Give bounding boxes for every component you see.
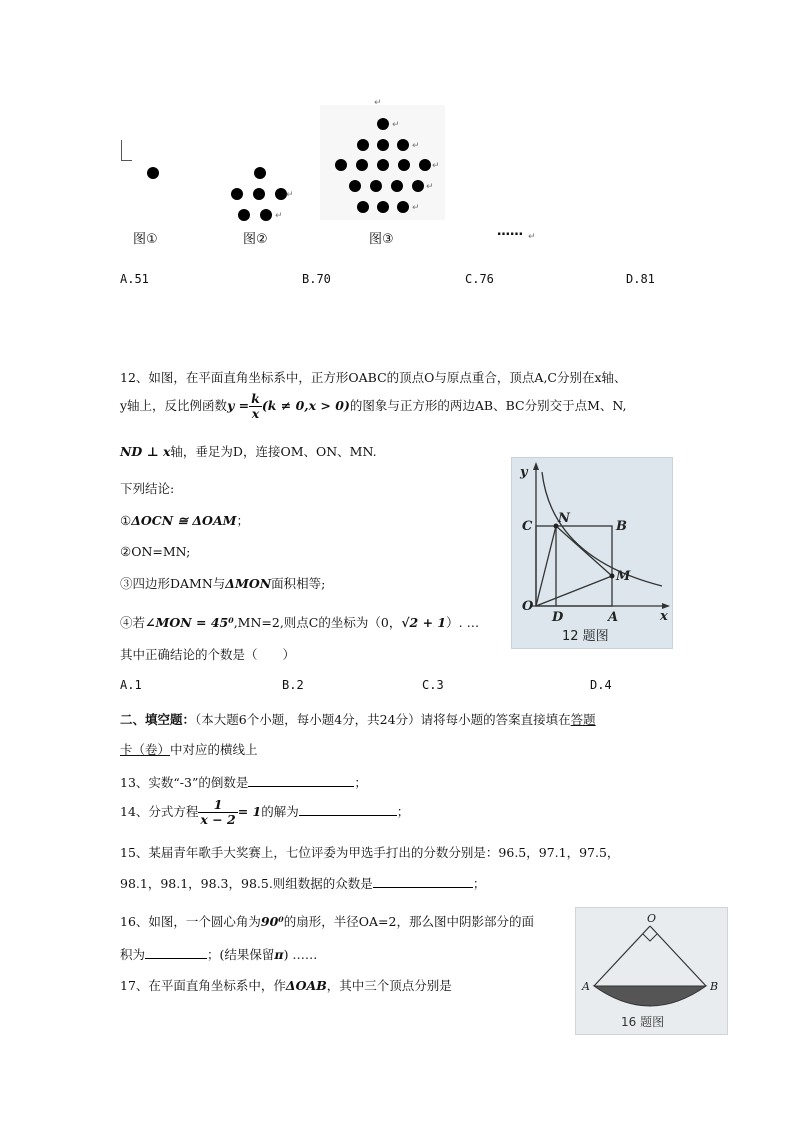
q14-answer-blank[interactable] xyxy=(299,803,397,816)
q12-line-2: y轴上，反比例函数y = $\frac{k}{x}$ (k ≠ 0,x > 0)的图象与正方形的两边AB、BC分别交于点M、N, xyxy=(120,391,627,421)
radius-oa xyxy=(594,926,650,986)
q16-answer-blank[interactable] xyxy=(145,946,207,959)
label-m: M xyxy=(616,569,631,584)
label-n: N xyxy=(558,511,570,526)
conclusion-1: ①ΔOCN ≅ ΔOAM； xyxy=(120,513,249,528)
q16-line-1: 16、如图，一个圆心角为90⁰的扇形，半径OA=2，那么图中阴影部分的面 xyxy=(120,914,534,929)
q12-figure xyxy=(511,457,673,649)
q17: 17、在平面直角坐标系中，作ΔOAB，其中三个顶点分别是 xyxy=(120,978,452,993)
q12-option-a: A.1 xyxy=(120,678,142,692)
q15-line-1: 15、某届青年歌手大奖赛上，七位评委为甲选手打出的分数分别是：96.5，97.1，97.5， xyxy=(120,845,620,860)
q11-option-c: C.76 xyxy=(465,272,494,286)
segment-on xyxy=(536,526,556,606)
figure-2-label: 图② xyxy=(243,232,268,247)
q16-figure-caption: 16 题图 xyxy=(621,1015,665,1029)
section-2-heading-cont: 卡（卷）中对应的横线上 xyxy=(120,742,258,757)
q11-option-b: B.70 xyxy=(302,272,331,286)
conclusion-2: ②ON=MN; xyxy=(120,544,191,559)
figure-1-label: 图① xyxy=(133,232,158,247)
conclusions-title: 下列结论: xyxy=(120,481,175,496)
figure-3-label: 图③ xyxy=(369,232,394,247)
figure-ellipsis: …… xyxy=(497,224,523,239)
segment-om xyxy=(536,576,612,606)
right-angle-mark xyxy=(643,934,657,941)
label-a: A xyxy=(608,610,619,625)
q15-answer-blank[interactable] xyxy=(373,875,473,888)
section-2-heading: 二、填空题：（本大题6个小题，每小题4分，共24分）请将每小题的答案直接填在答题 xyxy=(120,712,596,727)
q12-figure-caption: 12 题图 xyxy=(562,629,609,644)
q14: 14、分式方程 $\frac{1}{x - 2}$ = 1的解为 ； xyxy=(120,797,410,827)
q11-option-a: A.51 xyxy=(120,272,149,286)
q12-option-b: B.2 xyxy=(282,678,304,692)
label-o: O xyxy=(647,912,657,925)
q12-question: 其中正确结论的个数是（ ） xyxy=(120,647,296,662)
label-o: O xyxy=(522,599,534,614)
q12-option-d: D.4 xyxy=(590,678,612,692)
q16-figure xyxy=(575,907,728,1035)
conclusion-4: ④若∠MON = 45⁰,MN=2,则点C的坐标为（0，√2 + 1）. … xyxy=(120,615,480,630)
label-d: D xyxy=(552,610,564,625)
radius-ob xyxy=(650,926,706,986)
label-a: A xyxy=(582,980,590,993)
q13: 13、实数“-3”的倒数是 ； xyxy=(120,775,367,790)
q12-line-3: ND ⊥ x轴，垂足为D，连接OM、ON、MN. xyxy=(120,444,377,459)
q16-line-2: 积为 ；(结果保留π) …… xyxy=(120,947,318,962)
q12-option-c: C.3 xyxy=(422,678,444,692)
corner-mark xyxy=(121,140,132,161)
conclusion-3: ③四边形DAMN与ΔMON面积相等; xyxy=(120,576,326,591)
label-b: B xyxy=(710,980,719,993)
label-y: y xyxy=(520,465,528,480)
label-b: B xyxy=(616,519,627,534)
segment-mn xyxy=(556,526,612,576)
q15-line-2: 98.1，98.1，98.3，98.5.则组数据的众数是 ； xyxy=(120,876,486,891)
q13-answer-blank[interactable] xyxy=(248,774,354,787)
q11-option-d: D.81 xyxy=(626,272,655,286)
label-x: x xyxy=(660,609,668,624)
shaded-segment xyxy=(594,986,706,1006)
label-c: C xyxy=(522,519,533,534)
q12-line-1: 12、如图，在平面直角坐标系中，正方形OABC的顶点O与原点重合，顶点A,C分别在x轴、 xyxy=(120,370,627,385)
